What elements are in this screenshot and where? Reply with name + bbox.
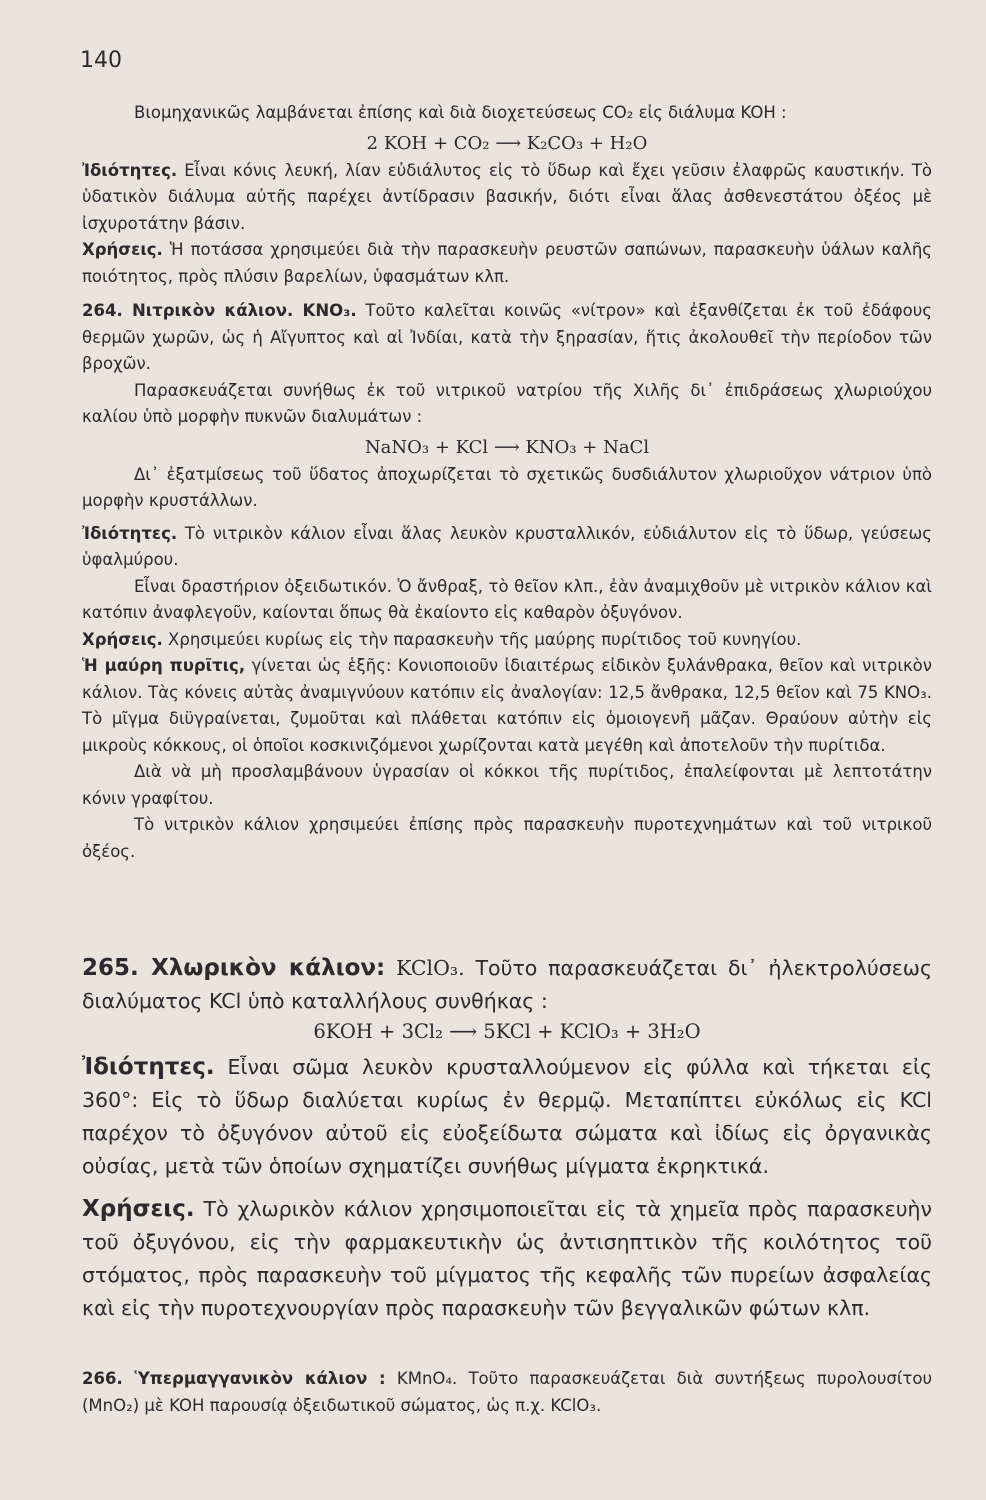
intro-paragraph: Βιομηχανικῶς λαμβάνεται ἐπίσης καὶ διὰ διοχετεύσεως CO₂ εἰς διάλυμα KOH : xyxy=(134,103,787,122)
equation-nano3-kcl: NaNO₃ + KCl ⟶ KNO₃ + NaCl xyxy=(364,436,650,458)
section-265-text: Τοῦτο παρασκευάζεται δι᾽ ἠλεκτρολύσεως διαλύματος KCl ὑπὸ καταλλήλους συνθήκας : xyxy=(82,956,932,1013)
black-powder-paragraph xyxy=(82,653,932,759)
section-266-paragraph xyxy=(82,1366,932,1419)
kno3-properties-heading: Ἰδιότητες. xyxy=(82,523,178,543)
kclo3-uses-text: Τὸ χλωρικὸν κάλιον χρησιμοποιεῖται εἰς τὰ χημεῖα πρὸς παρασκευὴν τοῦ ὀξυγόνου, εἰς τὴν φαρμακευτικὴν ὡς ἀντισηπτικὸν τῆς κοιλότητος τοῦ στόματος, πρὸς παρασκευὴν τοῦ μίγματος τῆς κεφαλῆς τῶν πυρείων ἀσφαλείας καὶ εἰς τὴν πυροτεχνουργίαν πρὸς παρασκευὴν τῶν βεγγαλικῶν φώτων κλπ. xyxy=(82,1197,932,1320)
section-264-paragraph xyxy=(82,298,932,378)
kclo3-uses-paragraph xyxy=(82,1193,932,1325)
section-266-heading: 266. Ὑπερμαγγανικὸν κάλιον : xyxy=(82,1369,386,1388)
section-265-paragraph xyxy=(82,952,932,1018)
uses-paragraph xyxy=(82,237,932,290)
kno3-properties-paragraph xyxy=(82,521,932,574)
uses-heading: Χρήσεις. xyxy=(82,240,163,259)
kno3-uses-heading: Χρήσεις. xyxy=(82,629,163,649)
kclo3-properties-paragraph xyxy=(82,1051,932,1183)
section-265-formula: KClO₃. xyxy=(385,956,465,980)
page-number: 140 xyxy=(80,48,122,73)
black-powder-text: γίνεται ὡς ἑξῆς: Κονιοποιοῦν ἰδιαιτέρως εἰδικὸν ξυλάνθρακα, θεῖον καὶ νιτρικὸν κάλιον. Τὰς κόνεις αὐτὰς ἀναμιγνύουν κατόπιν εἰς ἀναλογίαν: 12,5 ἄνθρακα, 12,5 θεῖον καὶ 75 KNO₃. Τὸ μῖγμα διϋγραίνεται, ζυμοῦται καὶ πλάθεται κατόπιν εἰς ὁμοιογενῆ μᾶζαν. Θραύουν αὐτὴν εἰς μικροὺς κόκκους, οἱ ὁποῖοι κοσκινιζόμενοι χωρίζονται κατὰ μεγέθη καὶ ἀποτελοῦν τὴν πυρίτιδα. xyxy=(82,656,932,755)
section-264-text: Τοῦτο καλεῖται κοινῶς «νίτρον» καὶ ἐξανθίζεται ἐκ τοῦ ἐδάφους θερμῶν χωρῶν, ὡς ἡ Αἴγυπτος καὶ αἱ Ἰνδίαι, κατὰ τὴν ξηρασίαν, ἥτις ἀκολουθεῖ τὴν περίοδον τῶν βροχῶν. xyxy=(82,301,932,373)
oxidizer-paragraph: Εἶναι δραστήριον ὀξειδωτικόν. Ὁ ἄνθραξ, τὸ θεῖον κλπ., ἐὰν ἀναμιχθοῦν μὲ νιτρικὸν κάλιον καὶ κατόπιν ἀναφλεγοῦν, καίονται ὅπως θὰ ἐκαίοντο εἰς καθαρὸν ὀξυγόνον. xyxy=(82,576,932,622)
properties-paragraph xyxy=(82,158,932,238)
kno3-uses-text: Χρησιμεύει κυρίως εἰς τὴν παρασκευὴν τῆς μαύρης πυρίτιδος τοῦ κυνηγίου. xyxy=(162,629,802,649)
properties-heading: Ἰδιότητες. xyxy=(82,160,178,180)
kno3-properties-text: Τὸ νιτρικὸν κάλιον εἶναι ἅλας λευκὸν κρυσταλλικόν, εὐδιάλυτον εἰς τὸ ὕδωρ, γεύσεως ὑφαλμύρου. xyxy=(82,523,932,569)
evaporation-paragraph: Δι᾽ ἐξατμίσεως τοῦ ὕδατος ἀποχωρίζεται τὸ σχετικῶς δυσδιάλυτον χλωριοῦχον νάτριον ὑπὸ μορφὴν κρυστάλλων. xyxy=(82,464,932,510)
kclo3-uses-heading: Χρήσεις. xyxy=(82,1196,195,1222)
section-264-heading: 264. Νιτρικὸν κάλιον. KNO₃. xyxy=(82,301,357,320)
black-powder-heading: Ἡ μαύρη πυρῖτις, xyxy=(82,656,246,675)
equation-koh-co2: 2 KOH + CO₂ ⟶ K₂CO₃ + H₂O xyxy=(366,132,648,154)
properties-text: Εἶναι κόνις λευκή, λίαν εὐδιάλυτος εἰς τὸ ὕδωρ καὶ ἔχει γεῦσιν ἐλαφρῶς καυστικήν. Τὸ ὑδατικὸν διάλυμα αὐτῆς παρέχει ἀντίδρασιν βασικήν, διότι εἶναι ἅλας ἀσθενεστάτου ὀξέος μὲ ἰσχυροτάτην βάσιν. xyxy=(82,160,932,233)
section-266-text: KMnO₄. Τοῦτο παρασκευάζεται διὰ συντήξεως πυρολουσίτου (MnO₂) μὲ KOH παρουσίᾳ ὀξειδωτικοῦ σώματος, ὡς π.χ. KClO₃. xyxy=(82,1369,932,1415)
text-block-265 xyxy=(82,952,932,1325)
equation-koh-cl2: 6KOH + 3Cl₂ ⟶ 5KCl + KClO₃ + 3H₂O xyxy=(313,1020,701,1043)
graphite-paragraph: Διὰ νὰ μὴ προσλαμβάνουν ὑγρασίαν οἱ κόκκοι τῆς πυρίτιδος, ἐπαλείφονται μὲ λεπτοτάτην κόνιν γραφίτου. xyxy=(82,762,932,808)
kclo3-properties-heading: Ἰδιότητες. xyxy=(82,1054,215,1080)
kno3-uses-paragraph xyxy=(82,627,932,654)
preparation-paragraph: Παρασκευάζεται συνήθως ἐκ τοῦ νιτρικοῦ νατρίου τῆς Χιλῆς δι᾽ ἐπιδράσεως χλωριούχου καλίου ὑπὸ μορφὴν πυκνῶν διαλυμάτων : xyxy=(82,380,932,426)
section-265-heading: 265. Χλωρικὸν κάλιον: xyxy=(82,955,386,981)
text-block-266 xyxy=(82,1366,932,1419)
uses-text: Ἡ ποτάσσα χρησιμεύει διὰ τὴν παρασκευὴν ρευστῶν σαπώνων, παρασκευὴν ὑάλων καλῆς ποιότητος, πρὸς πλύσιν βαρελίων, ὑφασμάτων κλπ. xyxy=(82,240,932,286)
text-block-upper xyxy=(82,100,932,865)
fireworks-paragraph: Τὸ νιτρικὸν κάλιον χρησιμεύει ἐπίσης πρὸς παρασκευὴν πυροτεχνημάτων καὶ τοῦ νιτρικοῦ ὀξέος. xyxy=(82,815,932,861)
kclo3-properties-text: Εἶναι σῶμα λευκὸν κρυσταλλούμενον εἰς φύλλα καὶ τήκεται εἰς 360°: Εἰς τὸ ὕδωρ διαλύεται κυρίως ἐν θερμῷ. Μεταπίπτει εὐκόλως εἰς KCl παρέχον τὸ ὀξυγόνον αὐτοῦ εἰς εὐοξείδωτα σώματα καὶ ἰδίως εἰς ὀργανικὰς οὐσίας, μετὰ τῶν ὁποίων σχηματίζει συνήθως μίγματα ἐκρηκτικά. xyxy=(82,1055,932,1178)
